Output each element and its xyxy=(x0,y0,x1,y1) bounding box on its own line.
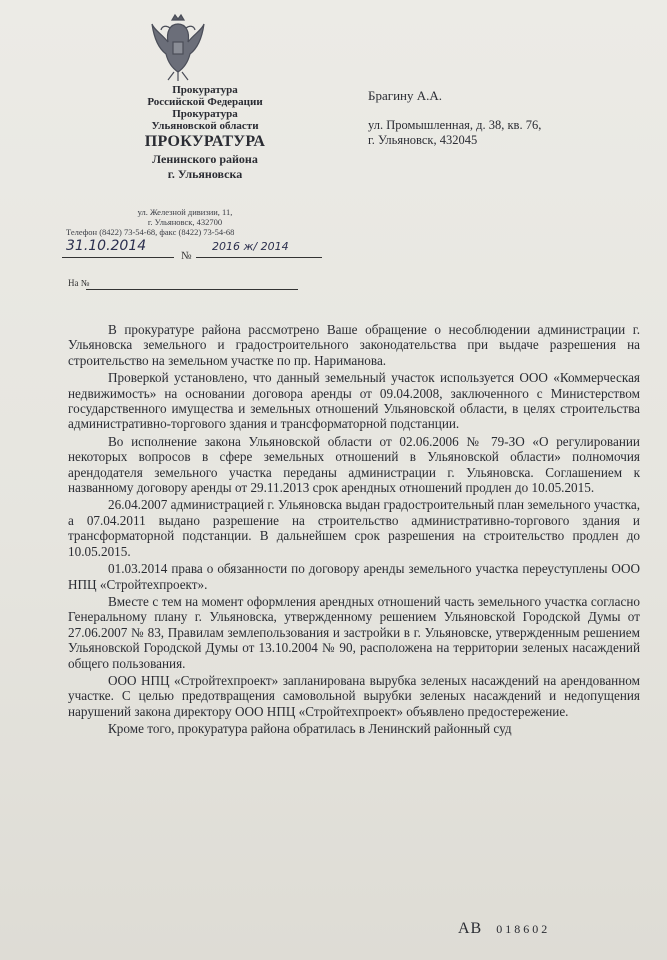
sender-header xyxy=(70,84,340,182)
form-serial xyxy=(458,920,550,938)
body-paragraph: Вместе с тем на момент оформления арендных отношений часть земельного участка согласно Генеральному плану г. Ульяновска, утвержденному решением Ульяновской Городской Думы от 27.06.2007 № 83, Правилам землепользования и застройки в г. Ульяновске, утвержденным решением Ульяновской Городской Думы от 13.10.2004 № 90, расположена на территории зеленых насаждений общего пользования. xyxy=(68,593,640,671)
reference-underline xyxy=(86,289,298,290)
header-line-1: Прокуратура xyxy=(172,84,238,96)
number-underline xyxy=(196,257,322,258)
sender-street: ул. Железной дивизии, 11, xyxy=(137,207,233,217)
recipient-address xyxy=(368,118,541,148)
double-headed-eagle-emblem-icon xyxy=(148,12,208,82)
recipient-name: Брагину А.А. xyxy=(368,88,443,103)
serial-number: 018602 xyxy=(496,922,551,936)
number-sign: № xyxy=(181,250,192,262)
header-line-4: Ульяновской области xyxy=(151,120,259,132)
sender-phones: Телефон (8422) 73-54-68, факс (8422) 73-54-68 xyxy=(66,227,235,237)
recipient-address-line-1: ул. Промышленная, д. 38, кв. 76, xyxy=(368,118,542,132)
reference-label: На № xyxy=(68,278,90,288)
header-district-1: Ленинского района xyxy=(152,152,258,166)
body-paragraph: Проверкой установлено, что данный земельный участок используется ООО «Коммерческая недвижимость» на основании договора аренды от 09.04.2008, заключенного с Министерством государственного имущества и земельных отношений Ульяновской области, в целях строительства административно-торгового здания и трансформаторной подстанции. xyxy=(68,370,640,432)
serial-series: АВ xyxy=(458,920,483,937)
header-title: ПРОКУРАТУРА xyxy=(144,133,266,150)
recipient-address-line-2: г. Ульяновск, 432045 xyxy=(368,133,478,147)
header-district-2: г. Ульяновска xyxy=(167,167,243,181)
sender-address xyxy=(60,207,310,237)
header-line-3: Прокуратура xyxy=(172,108,238,120)
header-line-2: Российской Федерации xyxy=(147,96,263,108)
sender-city: г. Ульяновск, 432700 xyxy=(147,217,223,227)
letter-body xyxy=(68,322,640,739)
body-paragraph: Кроме того, прокуратура района обратилась в Ленинский районный суд xyxy=(108,721,512,737)
handwritten-number: 2016 ж/ 2014 xyxy=(212,240,289,253)
body-paragraph: В прокуратуре района рассмотрено Ваше обращение о несоблюдении администрации г. Ульяновска земельного и градостроительного законодательства при выдаче разрешения на строительство на земельном участке по пр. Нариманова. xyxy=(68,322,640,368)
date-underline xyxy=(62,257,174,258)
body-paragraph: 01.03.2014 права о обязанности по договору аренды земельного участка переуступлены ООО НПЦ «Стройтехпроект». xyxy=(68,561,640,592)
body-paragraph: 26.04.2007 администрацией г. Ульяновска выдан градостроительный план земельного участка, а 07.04.2011 выдано разрешение на строительство административно-торгового здания и трансформаторной подстанции. В дальнейшем срок разрешения на строительство продлен до 10.05.2015. xyxy=(68,497,640,559)
handwritten-date: 31.10.2014 xyxy=(66,238,147,254)
body-paragraph: ООО НПЦ «Стройтехпроект» запланирована вырубка зеленых насаждений на арендованном участке. С целью предотвращения самовольной вырубки зеленых насаждений и недопущения нарушений закона директору ООО НПЦ «Стройтехпроект» объявлено предостережение. xyxy=(68,672,640,719)
body-paragraph: Во исполнение закона Ульяновской области от 02.06.2006 № 79-ЗО «О регулировании некоторых вопросов в сфере земельных отношений в Ульяновской области» полномочия арендодателя земельного участка переданы администрации г. Ульяновска. Соглашением к названному договору аренды от 29.11.2013 срок арендных отношений продлен до 10.05.2015. xyxy=(68,433,640,496)
